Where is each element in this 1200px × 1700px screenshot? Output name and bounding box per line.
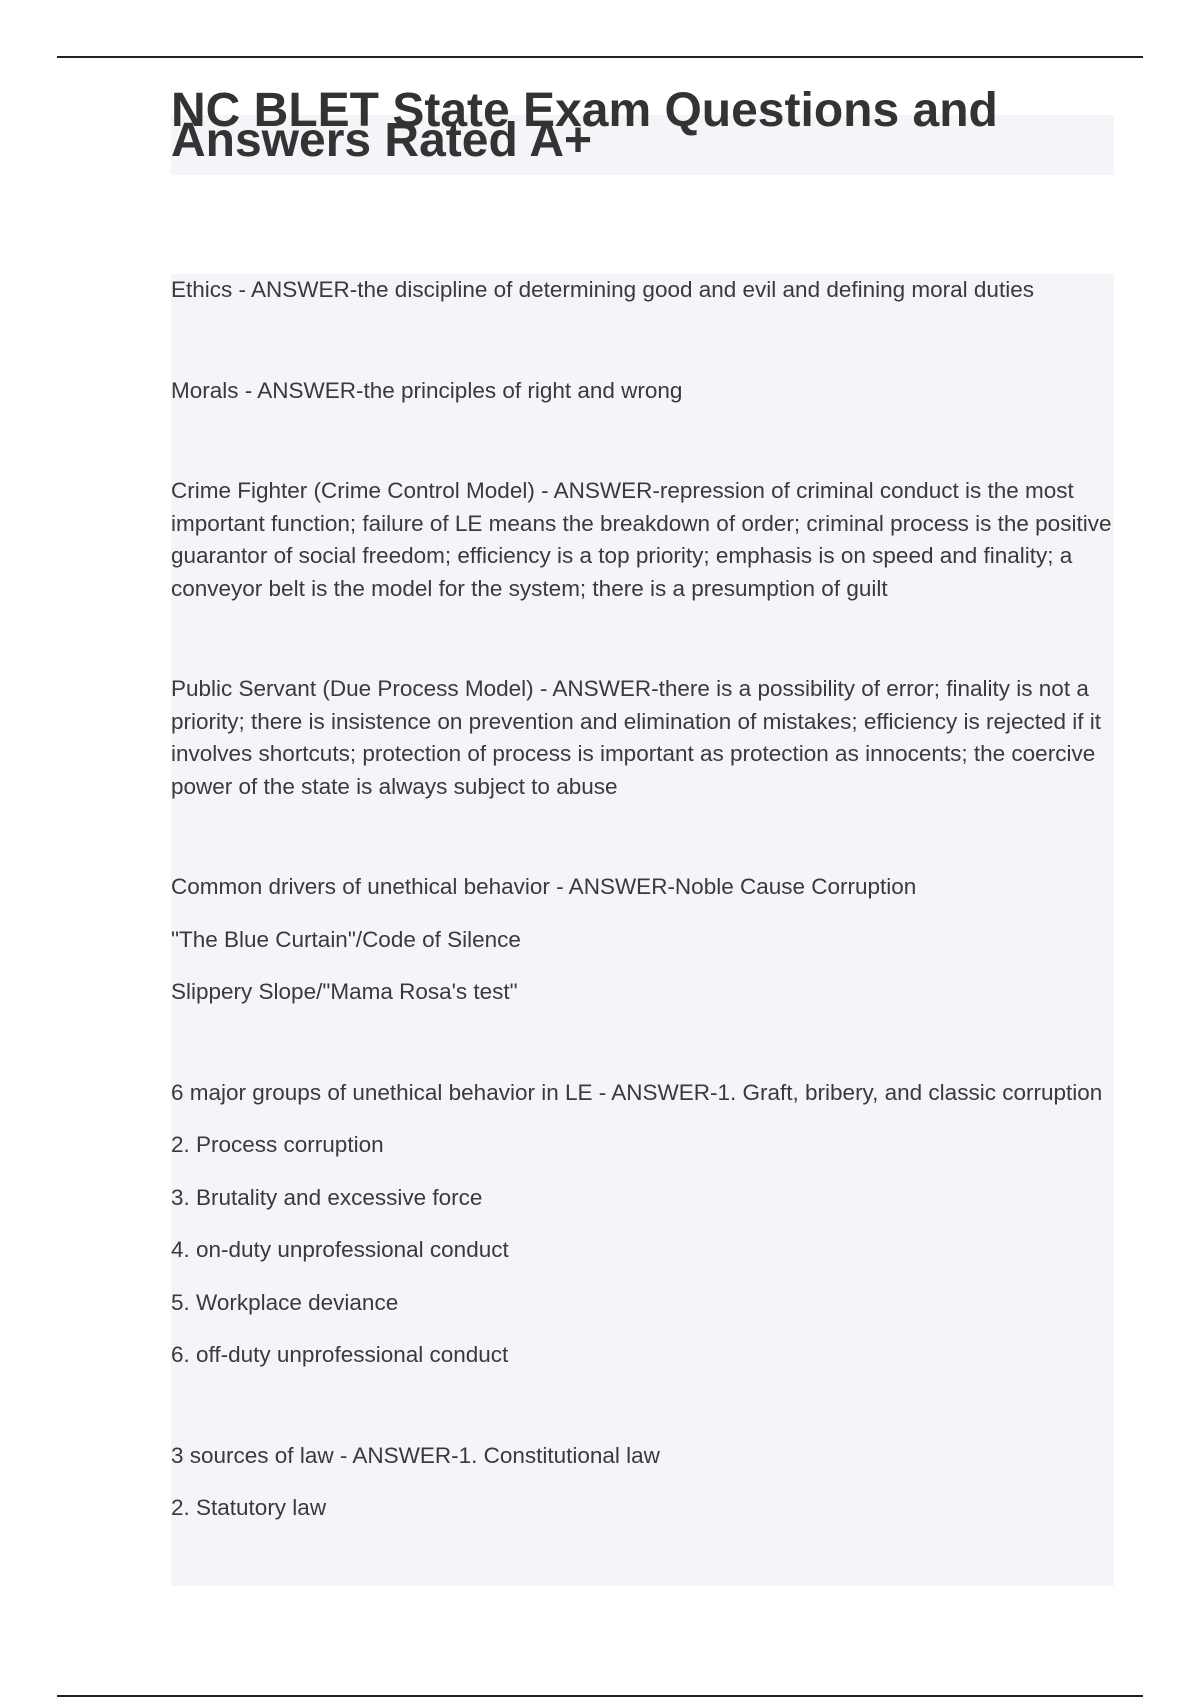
bottom-rule <box>57 1695 1143 1697</box>
qa-subline: 5. Workplace deviance <box>171 1289 399 1315</box>
qa-subline: "The Blue Curtain"/Code of Silence <box>171 926 521 952</box>
qa-text: Morals - ANSWER-the principles of right and wrong <box>171 377 683 403</box>
top-rule <box>57 56 1143 58</box>
qa-text: Public Servant (Due Process Model) - ANSWER-there is a possibility of error; finality is not a priority; there is insistence on prevention and elimination of mistakes; efficiency is rejected if it involves shortcuts; protection of process is important as protection as innocents; the coercive power of the state is always subject to abuse <box>171 676 1102 799</box>
qa-entry-public-servant <box>171 673 1114 803</box>
qa-entry-unethical-groups <box>171 1077 1114 1372</box>
qa-entry-unethical-drivers <box>171 871 1114 1009</box>
qa-subline: 2. Statutory law <box>171 1495 327 1520</box>
qa-subline: 2. Process corruption <box>171 1132 384 1157</box>
qa-text: 3 sources of law - ANSWER-1. Constitutional law <box>171 1442 660 1468</box>
qa-text: Ethics - ANSWER-the discipline of determining good and evil and defining moral duties <box>171 277 1034 302</box>
qa-subline: 6. off-duty unprofessional conduct <box>171 1342 509 1367</box>
qa-subline: Slippery Slope/"Mama Rosa's test" <box>171 979 518 1004</box>
qa-text: Crime Fighter (Crime Control Model) - ANSWER-repression of criminal conduct is the most important function; failure of LE means the breakdown of order; criminal process is the positive guarantor of social freedom; efficiency is a top priority; emphasis is on speed and finality; a conveyor belt is the model for the system; there is a presumption of guilt <box>171 478 1112 601</box>
qa-entry-sources-of-law <box>171 1440 1114 1525</box>
qa-entry-crime-fighter <box>171 475 1114 605</box>
qa-subline: 4. on-duty unprofessional conduct <box>171 1237 509 1262</box>
qa-text: Common drivers of unethical behavior - ANSWER-Noble Cause Corruption <box>171 874 917 899</box>
qa-entry-ethics <box>171 274 1114 307</box>
document-body <box>171 274 1114 1586</box>
qa-text: 6 major groups of unethical behavior in LE - ANSWER-1. Graft, bribery, and classic corruption <box>171 1079 1103 1105</box>
page-title: NC BLET State Exam Questions and Answers Rated A+ <box>171 84 998 167</box>
qa-entry-morals <box>171 375 1114 408</box>
qa-subline: 3. Brutality and excessive force <box>171 1184 483 1210</box>
